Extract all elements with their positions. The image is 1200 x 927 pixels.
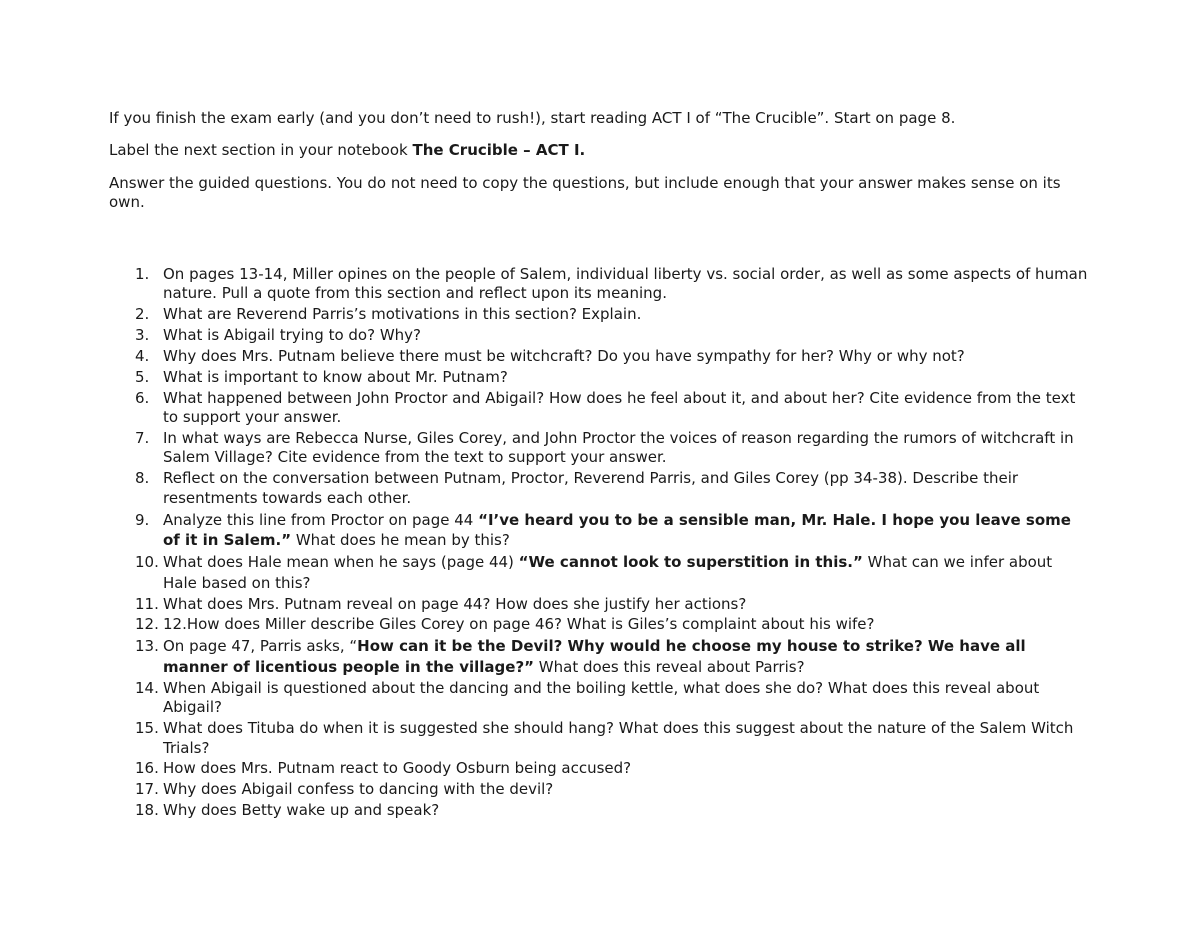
question-text-segment: What does this reveal about Parris? — [534, 657, 805, 676]
question-text-segment: What does Tituba do when it is suggested she should hang? What does this suggest about the nature of the Salem Witch Trials? — [163, 719, 1074, 757]
question-number: 16. — [135, 759, 159, 778]
question-text — [163, 679, 1089, 718]
question-number: 6. — [135, 388, 150, 407]
question-text-segment: Reflect on the conversation between Putnam, Proctor, Reverend Parris, and Giles Corey (pp 34-38). Describe their resentments towards each other. — [163, 469, 1019, 507]
question-text-segment: When Abigail is questioned about the dancing and the boiling kettle, what does she do? What does this reveal about Abigail? — [163, 678, 1040, 717]
question-text-segment: Why does Abigail confess to dancing with the devil? — [163, 780, 554, 799]
question-text-segment: What is important to know about Mr. Putnam? — [163, 367, 508, 386]
question-number: 4. — [135, 346, 150, 365]
question-text — [163, 389, 1089, 428]
question-item — [109, 389, 1089, 428]
question-number: 1. — [135, 264, 150, 283]
question-number: 8. — [135, 469, 150, 488]
question-quote: “I’ve heard you to be a sensible man, Mr. Hale. I hope you leave some of it in Salem.” — [163, 510, 1071, 549]
notebook-section-title: The Crucible – ACT I. — [412, 141, 586, 160]
question-quote: “We cannot look to superstition in this.” — [518, 553, 863, 571]
question-text — [163, 347, 1089, 366]
question-item — [109, 801, 1089, 820]
question-text — [163, 636, 1089, 677]
question-text — [163, 780, 1089, 799]
question-item — [109, 326, 1089, 345]
question-text-segment: What does Hale mean when he says (page 44) — [163, 553, 519, 571]
question-text-segment: What happened between John Proctor and Abigail? How does he feel about it, and about her? Cite evidence from the text to support your answer. — [163, 388, 1076, 426]
question-text — [163, 759, 1089, 778]
intro-instruction: If you finish the exam early (and you don’t need to rush!), start reading ACT I of “The Crucible”. Start on page 8. — [109, 109, 956, 127]
question-item — [109, 759, 1089, 778]
question-item — [109, 595, 1089, 614]
question-list — [109, 265, 1089, 821]
question-text-segment: Why does Betty wake up and speak? — [163, 801, 440, 820]
question-text — [163, 595, 1089, 614]
question-item — [109, 265, 1089, 304]
question-item — [109, 636, 1089, 677]
question-item — [109, 679, 1089, 718]
question-text — [163, 469, 1089, 508]
question-number: 18. — [135, 801, 159, 820]
question-number: 12. — [135, 615, 159, 634]
question-text-segment: What are Reverend Parris’s motivations in this section? Explain. — [163, 304, 642, 323]
question-item — [109, 368, 1089, 387]
question-text — [163, 719, 1089, 758]
question-item — [109, 429, 1089, 468]
question-text-segment: What does he mean by this? — [291, 531, 510, 549]
question-item — [109, 305, 1089, 324]
question-text-segment: What can we infer about Hale based on this? — [163, 553, 1053, 592]
question-text-segment: Analyze this line from Proctor on page 44 — [163, 510, 479, 529]
question-number: 13. — [135, 637, 159, 656]
question-text-segment: On pages 13-14, Miller opines on the people of Salem, individual liberty vs. social order, as well as some aspects of human nature. Pull a quote from this section and reflect upon its meaning. — [163, 264, 1088, 303]
question-text-segment: 12.How does Miller describe Giles Corey on page 46? What is Giles’s complaint about his wife? — [163, 615, 875, 634]
question-number: 17. — [135, 780, 159, 799]
question-number: 2. — [135, 304, 150, 323]
question-text — [163, 552, 1089, 593]
document-page — [109, 109, 1089, 822]
question-text — [163, 801, 1089, 820]
question-text — [163, 615, 1089, 634]
question-text-segment: In what ways are Rebecca Nurse, Giles Corey, and John Proctor the voices of reason regarding the rumors of witchcraft in Salem Village? Cite evidence from the text to support your answer. — [163, 428, 1074, 467]
question-number: 5. — [135, 367, 150, 386]
question-number: 3. — [135, 325, 150, 344]
question-item — [109, 780, 1089, 799]
question-number: 9. — [135, 510, 150, 529]
question-text-segment: What does Mrs. Putnam reveal on page 44? How does she justify her actions? — [163, 594, 747, 613]
question-number: 11. — [135, 594, 159, 613]
question-item — [109, 510, 1089, 551]
question-quote: How can it be the Devil? Why would he choose my house to strike? We have all manner of licentious people in the village?” — [163, 637, 1026, 676]
guided-questions-instruction: Answer the guided questions. You do not need to copy the questions, but include enough that your answer makes sense on its own. — [109, 173, 1061, 212]
question-text-segment: Why does Mrs. Putnam believe there must be witchcraft? Do you have sympathy for her? Why or why not? — [163, 346, 965, 365]
question-number: 7. — [135, 428, 150, 447]
question-text — [163, 510, 1089, 551]
question-number: 14. — [135, 678, 159, 697]
question-item — [109, 615, 1089, 634]
question-item — [109, 347, 1089, 366]
question-text — [163, 429, 1089, 468]
question-number: 15. — [135, 719, 159, 738]
question-text-segment: What is Abigail trying to do? Why? — [163, 325, 422, 344]
question-item — [109, 719, 1089, 758]
question-text — [163, 305, 1089, 324]
notebook-label-instruction — [109, 141, 1089, 160]
question-item — [109, 552, 1089, 593]
question-text — [163, 265, 1089, 304]
notebook-label-prefix: Label the next section in your notebook — [109, 141, 413, 160]
question-text-segment: How does Mrs. Putnam react to Goody Osburn being accused? — [163, 759, 632, 778]
question-item — [109, 469, 1089, 508]
question-text — [163, 368, 1089, 387]
question-text-segment: On page 47, Parris asks, “ — [163, 637, 358, 656]
question-text — [163, 326, 1089, 345]
question-number: 10. — [135, 553, 159, 571]
